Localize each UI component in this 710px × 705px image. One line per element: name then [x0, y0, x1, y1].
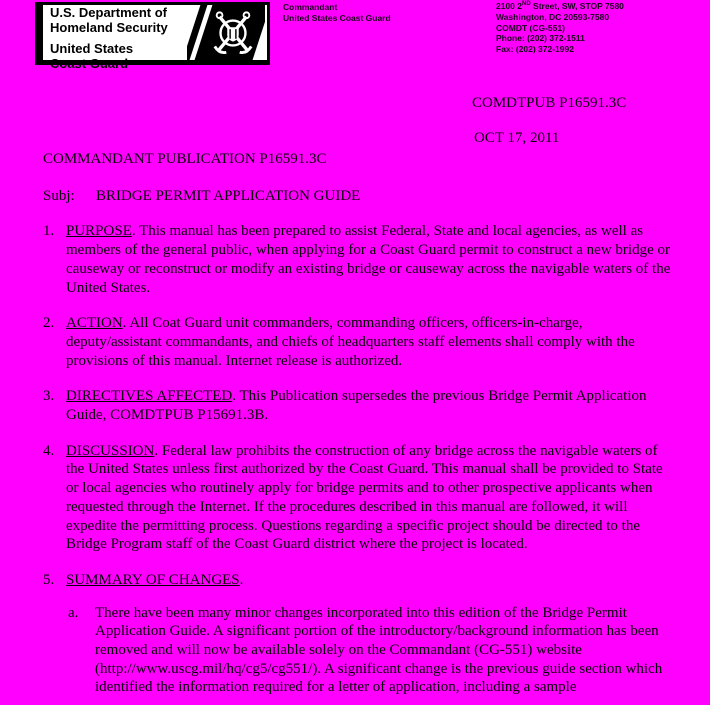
subject-text: BRIDGE PERMIT APPLICATION GUIDE	[96, 187, 361, 204]
paragraph-number: 2.	[43, 315, 55, 332]
publication-title: COMMANDANT PUBLICATION P16591.3C	[43, 151, 327, 167]
paragraph-summary-of-changes	[43, 571, 677, 590]
paragraph-number: 5.	[43, 571, 55, 588]
paragraph-text: SUMMARY OF CHANGES.	[66, 571, 244, 588]
document-date: OCT 17, 2011	[474, 130, 560, 146]
logo-line-dept: U.S. Department of	[50, 5, 168, 20]
paragraph-discussion	[43, 442, 677, 554]
address-line4: Phone: (202) 372-1511	[496, 33, 585, 44]
logo-text	[50, 6, 168, 71]
subparagraph-a	[68, 604, 677, 698]
paragraph-number: 4.	[43, 442, 55, 459]
dhs-uscg-logo	[35, 2, 270, 71]
paragraph-purpose	[43, 222, 677, 297]
paragraph-text: DISCUSSION. Federal law prohibits the construction of any bridge across the navigable waters of the United States unless first authorized by the Coast Guard. This manual shall be provided to State or local agencies who routinely apply for bridge permits and to other prospective applicants when requested through the Internet. If the procedures described in this manual are followed, it will expedite the permitting process. Questions regarding a specific project should be directed to the Bridge Program staff of the Coast Guard district where the project is located.	[66, 442, 663, 553]
address-block	[496, 1, 624, 55]
paragraph-text: ACTION. All Coat Guard unit commanders, commanding officers, officers-in-charge, deputy/assistant commandants, and chiefs of headquarters staff elements shall comply with the provisions of this manual. Internet release is authorized.	[66, 315, 635, 369]
paragraph-directives-affected	[43, 387, 677, 424]
paragraph-number: 3.	[43, 388, 55, 405]
uscg-emblem-icon	[209, 9, 257, 57]
uscg-emblem-stripe	[187, 5, 265, 60]
commandant-line1: Commandant	[283, 2, 338, 12]
address-line1: 2100 2ND Street, SW, STOP 7580	[496, 1, 624, 11]
subject-line	[43, 187, 677, 206]
subparagraph-letter: a.	[68, 604, 79, 621]
subparagraph-text: There have been many minor changes incorporated into this edition of the Bridge Permit Application Guide. A significant portion of the introductory/background information has been removed and will now be available solely on the Commandant (CG-551) website (http://www.uscg.mil/hq/cg5/cg551/). A significant change is the previous guide section which identified the information required for a letter of application, including a sample	[95, 604, 663, 696]
address-line2: Washington, DC 20593-7580	[496, 11, 610, 22]
logo-line-cg: Coast Guard	[50, 55, 129, 71]
paragraph-text: PURPOSE. This manual has been prepared to assist Federal, State and local agencies, as well as members of the general public, when applying for a Coast Guard permit to construct a new bridge or causeway or reconstruct or modify an existing bridge or causeway across the navigable waters of the United States.	[66, 223, 671, 296]
paragraph-number: 1.	[43, 223, 55, 240]
document-body	[43, 150, 677, 697]
commandant-line2: United States Coast Guard	[283, 13, 391, 23]
address-line3: COMDT (CG-551)	[496, 22, 565, 33]
paragraph-action	[43, 314, 677, 370]
logo-line-us: United States	[50, 41, 134, 56]
address-line5: Fax: (202) 372-1992	[496, 44, 574, 55]
publication-number: COMDTPUB P16591.3C	[472, 95, 627, 111]
paragraph-text: DIRECTIVES AFFECTED. This Publication supersedes the previous Bridge Permit Application Guide, COMDTPUB P15691.3B.	[66, 388, 647, 424]
subject-label: Subj:	[43, 187, 75, 204]
logo-line-dhs: Homeland Security	[50, 19, 168, 35]
commandant-block	[283, 2, 391, 24]
ordinal-superscript: ND	[522, 1, 531, 8]
